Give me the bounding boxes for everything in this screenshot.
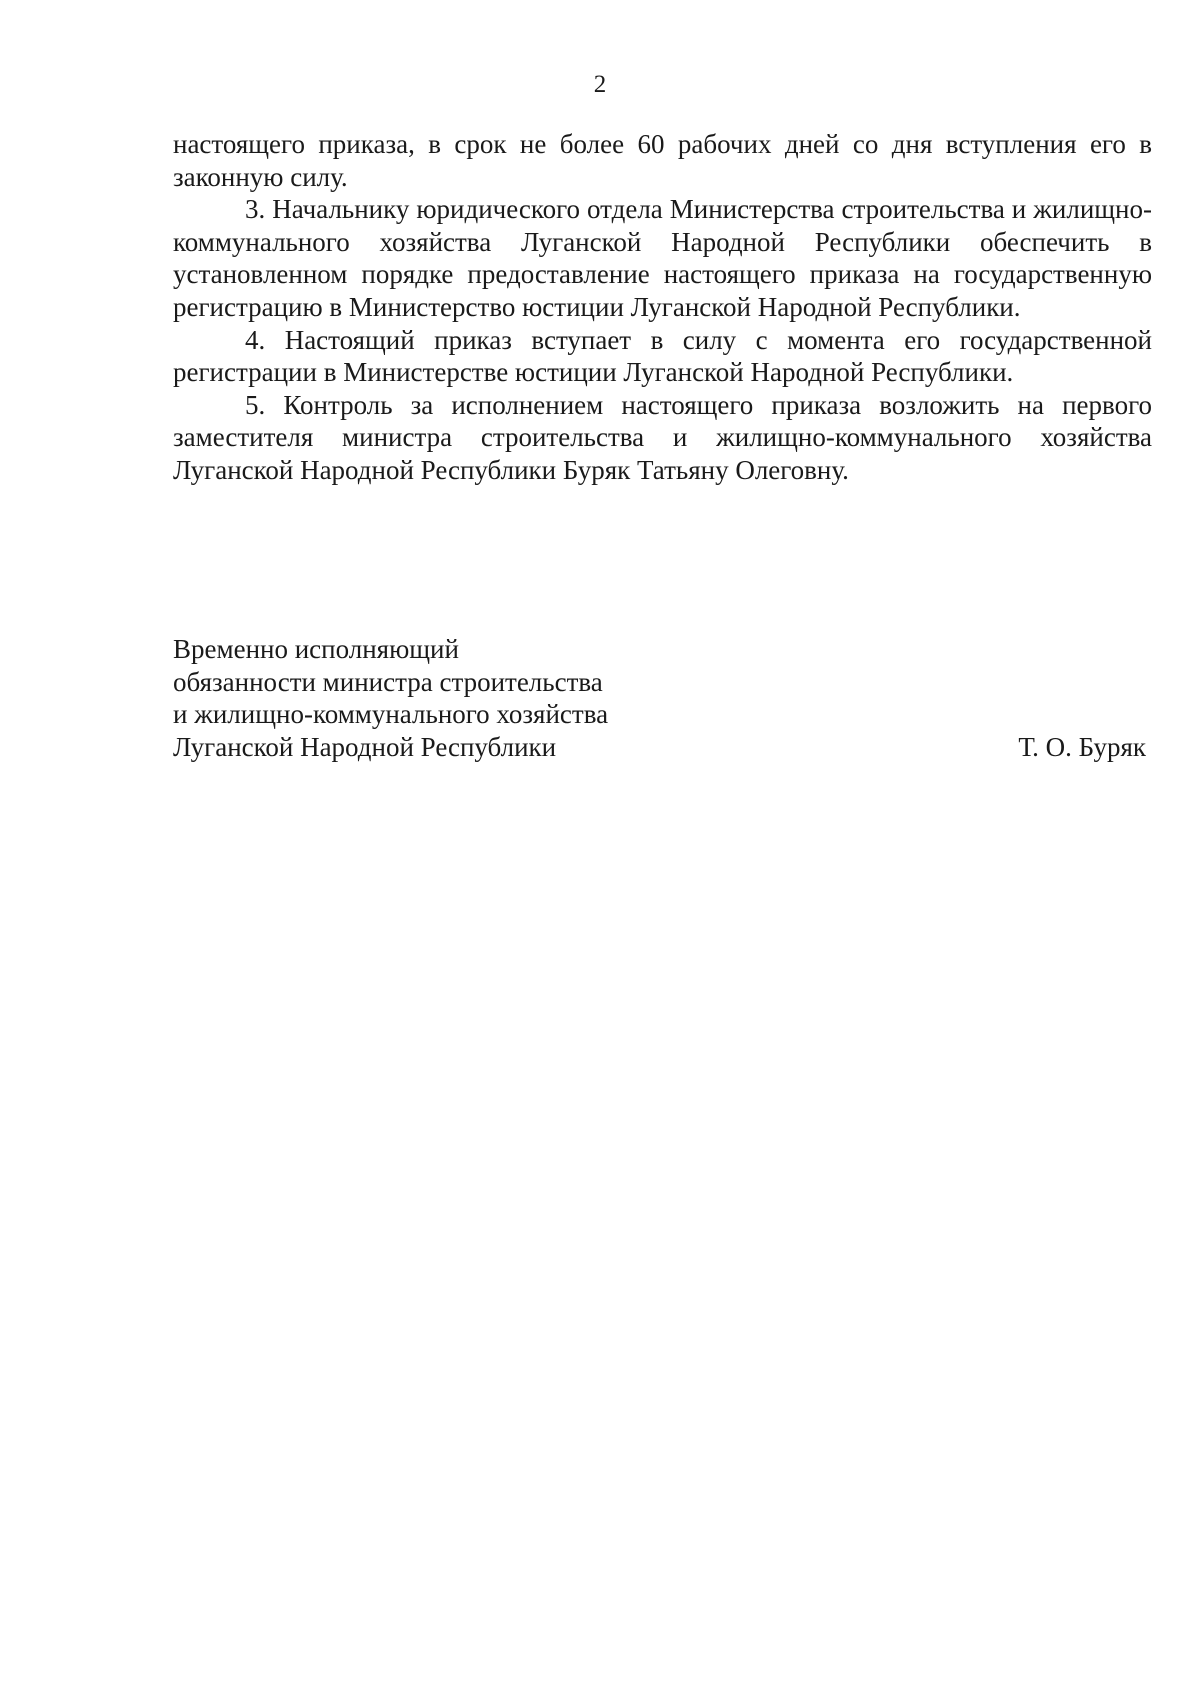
signatory-title-line: Временно исполняющий	[173, 634, 459, 664]
signatory-name: Т. О. Буряк	[1018, 731, 1146, 762]
paragraph-item-4: 4. Настоящий приказ вступает в силу с момента его государственной регистрации в Министерстве юстиции Луганской Народной Республики.	[173, 324, 1152, 388]
signature-block	[173, 633, 1146, 763]
paragraph-item-5: 5. Контроль за исполнением настоящего приказа возложить на первого заместителя министра строительства и жилищно-коммунального хозяйства Луганской Народной Республики Буряк Татьяну Олеговну.	[173, 389, 1152, 485]
page-number: 2	[593, 71, 607, 98]
document-body	[173, 128, 1152, 487]
paragraph-continuation: настоящего приказа, в срок не более 60 рабочих дней со дня вступления его в законную силу.	[173, 129, 1152, 192]
paragraph-item-3: 3. Начальнику юридического отдела Министерства строительства и жилищно-коммунального хозяйства Луганской Народной Республики обеспечить в установленном порядке предоставление настоящего приказа на государственную регистрацию в Министерство юстиции Луганской Народной Республики.	[173, 194, 1152, 322]
signature-row	[173, 731, 1146, 764]
signatory-title-line: обязанности министра строительства	[173, 666, 603, 697]
signatory-title-line: Луганской Народной Республики	[173, 731, 557, 762]
signatory-title-line: и жилищно-коммунального хозяйства	[173, 699, 609, 730]
